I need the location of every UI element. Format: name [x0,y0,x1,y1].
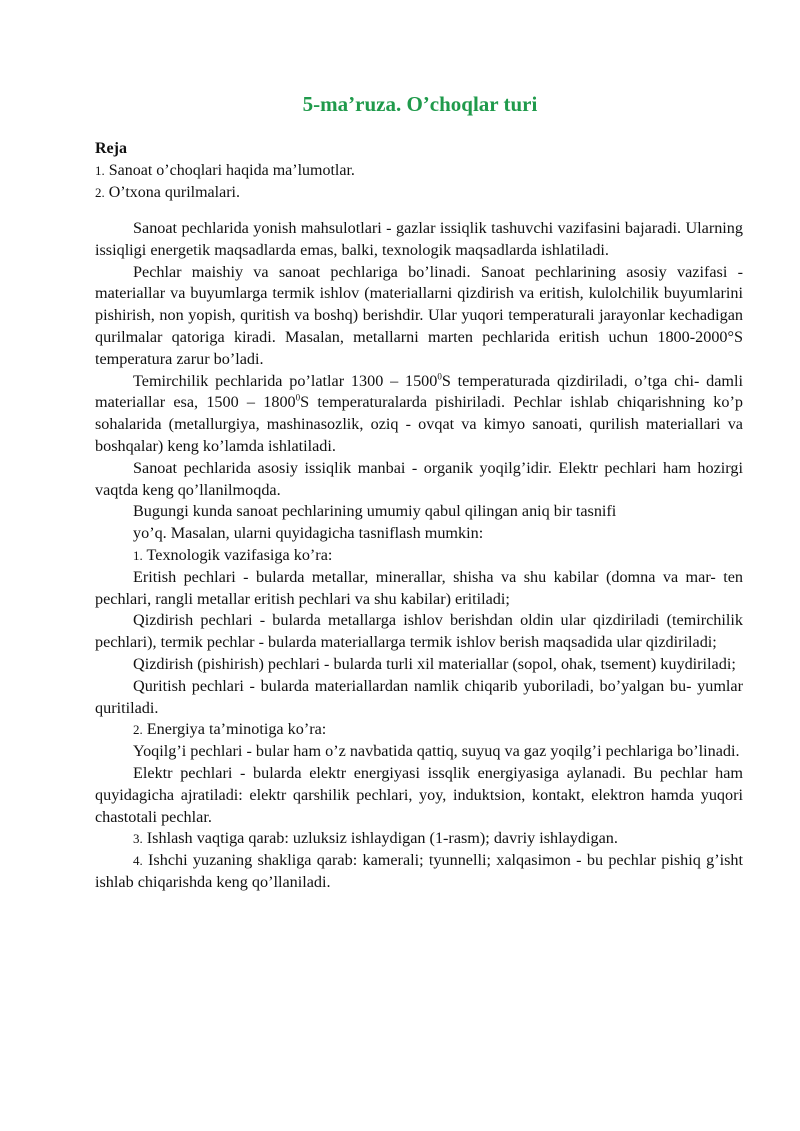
plan-item-number: 1. [95,163,105,178]
lecture-title: 5-ma’ruza. O’choqlar turi [302,92,538,116]
paragraph-text: S temperaturada qizdiriladi, o’tga chi- damli materiallar esa, 1500 – 1800 [95,371,743,412]
classification-number: 2. [133,722,143,738]
classification-text: Texnologik vazifasiga ko’ra: [146,545,333,564]
paragraph: Sanoat pechlarida asosiy issiqlik manbai - organik yoqilg’idir. Elektr pechlari ham hozirgi vaqtda keng qo’llanilmoqda. [95,458,743,499]
plan-item [95,182,745,204]
classification-number: 1. [133,547,143,563]
classification-text: Ishchi yuzaning shakliga qarab: kamerali; tyunnelli; xalqasimon - bu pechlar pishiq g’isht ishlab chiqarishda keng qo’llaniladi. [95,851,743,891]
classification-text: Energiya ta’minotiga ko’ra: [146,720,327,739]
lecture-body [95,218,743,894]
paragraph: Eritish pechlari - bularda metallar, minerallar, shisha va shu kabilar (domna va mar- ten pechlari, rangli metallar eritish pechlari va shu kabilar) eritiladi; [95,567,743,608]
paragraph [95,371,743,458]
classification-number: 3. [133,831,143,847]
plan-item [95,160,745,182]
paragraph: Quritish pechlari - bularda materiallardan namlik chiqarib yuboriladi, bo’yalgan bu- yumlar quritiladi. [95,676,743,717]
plan-item-text: Sanoat o’choqlari haqida ma’lumotlar. [108,162,355,179]
paragraph: Sanoat pechlarida yonish mahsulotlari - gazlar issiqlik tashuvchi vazifasini bajaradi. Ularning issiqligi energetik maqsadlarda emas, balki, texnologik maqsadlarda ishlatiladi. [95,219,743,259]
paragraph: yo’q. Masalan, ularni quyidagicha tasniflash mumkin: [133,524,484,543]
paragraph: Pechlar maishiy va sanoat pechlariga bo’linadi. Sanoat pechlarining asosiy vazifasi - materiallar va buyumlarga termik ishlov (materiallarni qizdirish va eritish, kulolchilik buyumlarini pishirish, non yopish, quritish va boshq) berishdir. Ular yuqori temperaturali jarayonlar kechadigan qurilmalar qatoriga kiradi. Masalan, metallarni marten pechlarida eritish uchun 1800-2000°S temperatura zarur bo’ladi. [95,262,743,368]
classification-heading [95,828,743,850]
paragraph-text: S temperaturalarda pishiriladi. Pechlar ishlab chiqarishning ko’p sohalarida (metallurgiya, mashinasozlik, oziq - ovqat va kimyo sanoati, qurilish materiallari va boshqalar) keng ko’lamda ishlatiladi. [95,393,743,455]
plan-item-text: O’txona qurilmalari. [108,184,240,201]
classification-heading [95,545,743,567]
classification-heading [95,719,743,741]
classification-text: Ishlash vaqtiga qarab: uzluksiz ishlaydigan (1-rasm); davriy ishlaydigan. [146,829,618,848]
plan-item-number: 2. [95,185,105,200]
classification-number: 4. [133,853,143,869]
plan-section [95,138,745,204]
paragraph: Qizdirish pechlari - bularda metallarga ishlov berishdan oldin ular qizdiriladi (temirchilik pechlari), termik pechlar - bularda materiallarga termik ishlov berish maqsadida ular qizdiriladi; [95,611,743,652]
degree-superscript: 0 [295,392,301,403]
classification-heading [95,850,743,894]
paragraph: Yoqilg’i pechlari - bular ham o’z navbatida qattiq, suyuq va gaz yoqilg’i pechlariga bo’linadi. [133,742,740,761]
paragraph: Qizdirish (pishirish) pechlari - bularda turli xil materiallar (sopol, ohak, tsement) kuydiriladi; [133,654,736,673]
degree-superscript: 0 [437,371,442,382]
paragraph-text: Temirchilik pechlarida po’latlar 1300 – 1500 [133,371,438,390]
paragraph: Elektr pechlari - bularda elektr energiyasi issqlik energiyasiga aylanadi. Bu pechlar ham quyidagicha ajratiladi: elektr qarshilik pechlari, yoy, induktsion, kontakt, elektron hamda yuqori chastotali pechlar. [95,763,743,826]
paragraph: Bugungi kunda sanoat pechlarining umumiy qabul qilingan aniq bir tasnifi [133,502,617,521]
plan-heading: Reja [95,140,127,157]
